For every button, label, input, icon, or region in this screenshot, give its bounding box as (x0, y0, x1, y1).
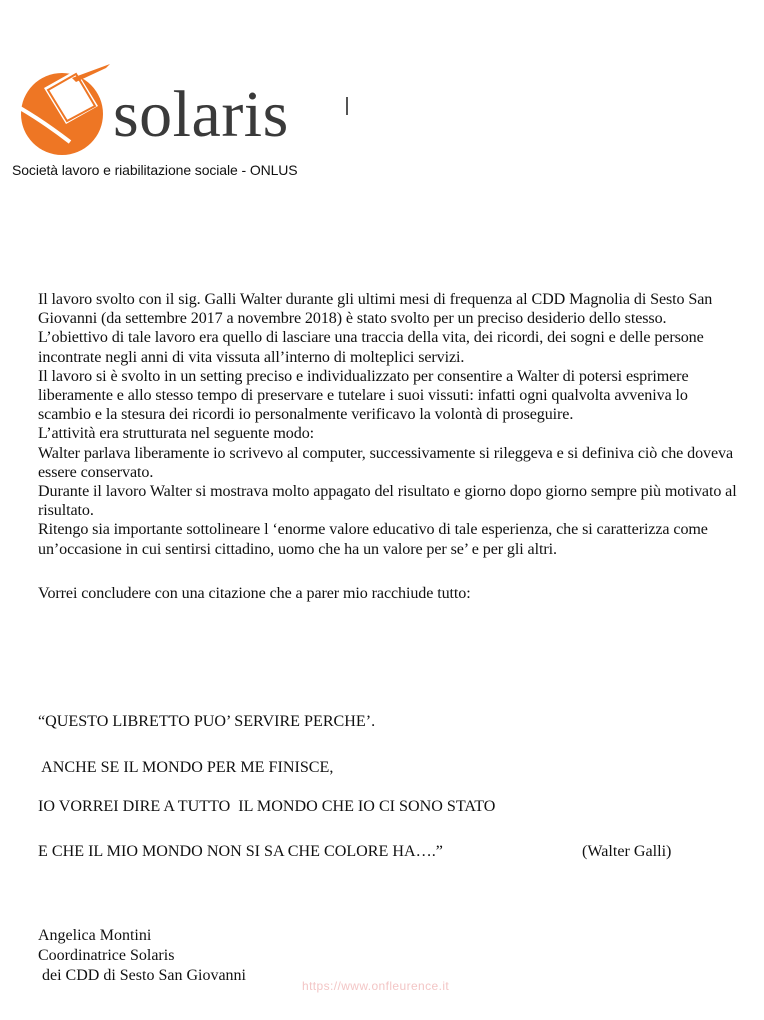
quote-line: ANCHE SE IL MONDO PER ME FINISCE, (38, 759, 334, 776)
organization-subtitle: Società lavoro e riabilitazione sociale - ONLUS (12, 162, 298, 178)
solaris-logo-icon (14, 62, 114, 156)
letter-body (38, 290, 742, 603)
quote-line: E CHE IL MIO MONDO NON SI SA CHE COLORE HA….” (38, 843, 443, 860)
watermark-url: https://www.onfleurence.it (302, 979, 450, 993)
paragraph: L’attività era strutturata nel seguente modo: (38, 425, 315, 443)
paragraph: L’obiettivo di tale lavoro era quello di lasciare una traccia della vita, dei ricordi, dei sogni e delle persone incontrate negli anni di vita vissuta all’interno di molteplici servizi. (38, 329, 704, 366)
signature-name: Angelica Montini (38, 927, 152, 944)
signature-org: dei CDD di Sesto San Giovanni (38, 967, 246, 984)
paragraph: Il lavoro si è svolto in un setting preciso e individualizzato per consentire a Walter di potersi esprimere liberamente e allo stesso tempo di preservare e tutelare i suoi vissuti: infatti ogni qualvolta avveniva lo scambio e la stesura dei ricordi io personalmente verificavo la volontà di proseguire. (38, 367, 689, 424)
signature-block (38, 926, 246, 986)
paragraph: Il lavoro svolto con il sig. Galli Walter durante gli ultimi mesi di frequenza al CDD Magnolia di Sesto San Giovanni (da settembre 2017 a novembre 2018) è stato svolto per un preciso desiderio dello stesso. (38, 291, 713, 328)
closing-sentence: Vorrei concludere con una citazione che a parer mio racchiude tutto: (38, 584, 471, 602)
paragraph: Ritengo sia importante sottolineare l ‘enorme valore educativo di tale esperienza, che si caratterizza come un’occasione in cui sentirsi cittadino, uomo che ha un valore per se’ e per gli altri. (38, 521, 708, 558)
logo-tick-mark (346, 97, 348, 115)
signature-role: Coordinatrice Solaris (38, 947, 175, 964)
quote-line: IO VORREI DIRE A TUTTO IL MONDO CHE IO CI SONO STATO (38, 798, 496, 815)
logo-wordmark: solaris (113, 78, 289, 151)
quote-author: (Walter Galli) (582, 843, 672, 860)
quote-line: “QUESTO LIBRETTO PUO’ SERVIRE PERCHE’. (38, 713, 376, 730)
paragraph: Durante il lavoro Walter si mostrava molto appagato del risultato e giorno dopo giorno sempre più motivato al risultato. (38, 483, 737, 520)
paragraph: Walter parlava liberamente io scrivevo al computer, successivamente si rileggeva e si definiva ciò che doveva essere conservato. (38, 444, 733, 481)
